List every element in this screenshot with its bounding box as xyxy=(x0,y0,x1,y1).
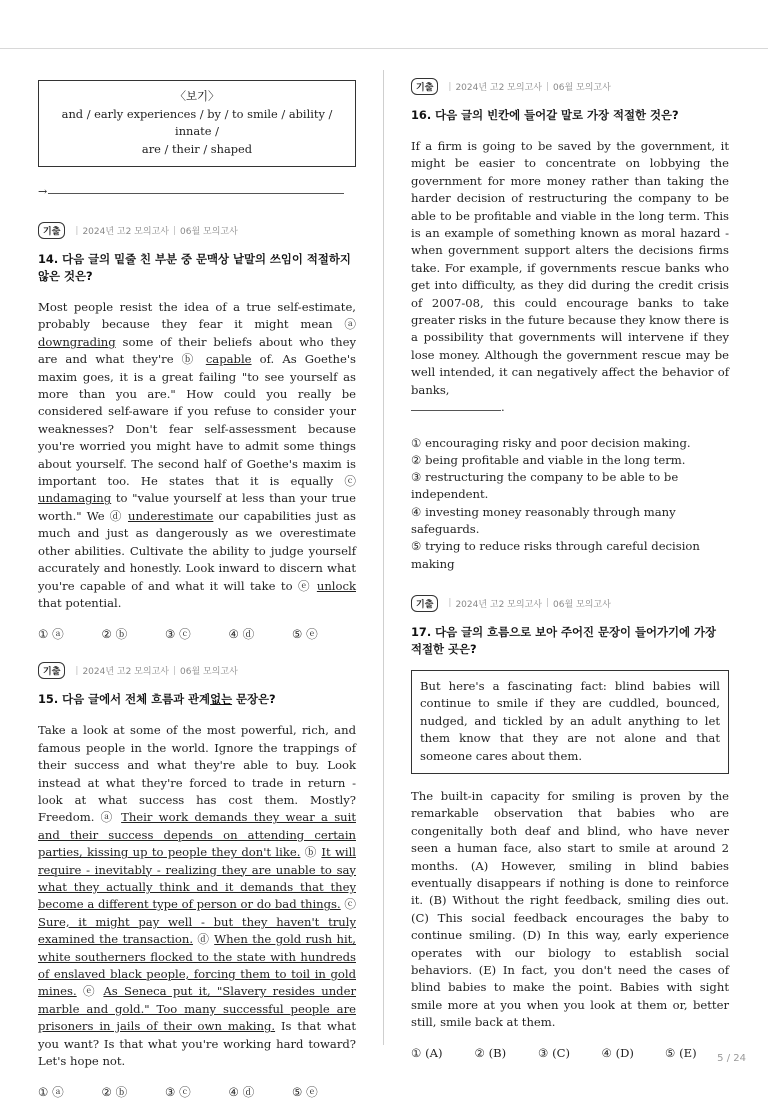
bogi-title: 〈보기〉 xyxy=(174,89,220,103)
choice-2[interactable]: ② being profitable and viable in the long term. xyxy=(411,452,686,467)
choice-1[interactable]: ① encouraging risky and poor decision making. xyxy=(411,435,691,450)
question-14 xyxy=(38,222,356,642)
choice-4[interactable]: ④ ⓓ xyxy=(228,627,255,642)
q14-choices xyxy=(38,626,356,642)
marker-a: ⓐ xyxy=(344,317,356,332)
question-16 xyxy=(411,78,729,573)
choice-3[interactable]: ③ ⓒ xyxy=(165,627,191,642)
left-column xyxy=(38,80,356,1100)
underline-e: unlock xyxy=(316,578,357,593)
choice-5[interactable]: ⑤ (E) xyxy=(665,1045,697,1060)
q15-exam: 06월 모의고사 xyxy=(180,667,238,678)
choice-5[interactable]: ⑤ ⓔ xyxy=(292,1085,318,1100)
q14-year: 2024년 고2 모의고사 xyxy=(82,227,169,237)
right-column xyxy=(411,78,729,1060)
choice-1[interactable]: ① ⓐ xyxy=(38,627,64,642)
bogi-box xyxy=(38,80,356,167)
choice-1[interactable]: ① ⓐ xyxy=(38,1085,64,1100)
marker-a: ⓐ xyxy=(100,810,122,825)
q16-badge: 기출 xyxy=(411,78,438,95)
q16-year: 2024년 고2 모의고사 xyxy=(455,83,542,93)
q17-title: 17. 다음 글의 흐름으로 보아 주어진 문장이 들어가기에 가장 적절한 곳은? xyxy=(411,624,716,656)
underline-d: underestimate xyxy=(127,508,214,523)
marker-b: ⓑ xyxy=(300,845,322,860)
q15-title: 15. 다음 글에서 전체 흐름과 관계없는 문장은? xyxy=(38,692,276,707)
q14-exam: 06월 모의고사 xyxy=(180,227,238,237)
underline-d: When the gold rush hit, white southerners flocked to the state with hundreds of enslaved black people, forcing them to toil in gold mines. xyxy=(38,932,356,999)
header-rule xyxy=(0,48,768,49)
underline-a: Their work demands they wear a suit and their success depends on attending certain parties, kissing up to people they don't like. xyxy=(38,810,356,860)
q17-year: 2024년 고2 모의고사 xyxy=(455,599,542,610)
choice-3[interactable]: ③ (C) xyxy=(538,1045,570,1060)
underline-b: capable xyxy=(205,352,252,367)
q16-meta: 기출 | 2024년 고2 모의고사 | 06월 모의고사 xyxy=(411,78,729,95)
q17-meta: 기출 | 2024년 고2 모의고사 | 06월 모의고사 xyxy=(411,595,729,612)
column-divider xyxy=(383,70,384,1045)
q16-choices xyxy=(411,435,729,573)
q17-exam: 06월 모의고사 xyxy=(553,599,611,610)
marker-e: ⓔ xyxy=(298,578,317,593)
choice-4[interactable]: ④ ⓓ xyxy=(228,1085,255,1100)
marker-c: ⓒ xyxy=(344,474,356,489)
underline-c: Sure, it might pay well - but they haven't truly examined the transaction. xyxy=(38,914,356,947)
q16-title: 16. 다음 글의 빈칸에 들어갈 말로 가장 적절한 것은? xyxy=(411,108,679,122)
q15-badge: 기출 xyxy=(38,662,65,679)
q14-title: 14. 다음 글의 밑줄 친 부분 중 문맥상 낱말의 쓰임이 적절하지 않은 것은? xyxy=(38,252,351,283)
page-number: 5 / 24 xyxy=(717,1053,746,1064)
q17-choices xyxy=(411,1046,729,1060)
q17-passage: The built-in capacity for smiling is proven by the remarkable observation that babies who are congenitally both deaf and blind, who have never seen a human face, also start to smile at around 2 months. (A) However, smiling in blind babies eventually disappears if nothing is done to reinforce it. (B) Without the right feedback, smiling dies out. (C) This social feedback encourages the baby to continue smiling. (D) In this way, early experience operates with our biology to establish social behaviors. (E) In fact, you don't need the cases of blind babies to make the point. Babies with sight smile more at you when you look at them or, better still, smile back at them. xyxy=(411,788,729,1030)
marker-b: ⓑ xyxy=(181,352,206,367)
underline-b: It will require - inevitably - realizing they are unable to say what they actually think and it demands that they become a different type of person or do bad things. xyxy=(38,845,356,912)
underline-c: undamaging xyxy=(38,491,112,506)
choice-2[interactable]: ② (B) xyxy=(474,1045,507,1060)
underline-e: As Seneca put it, "Slavery resides under marble and gold." Too many successful people are prisoners in jails of their own making. xyxy=(38,984,356,1034)
choice-1[interactable]: ① (A) xyxy=(411,1045,443,1060)
choice-3[interactable]: ③ ⓒ xyxy=(165,1085,191,1100)
arrow-icon: → xyxy=(38,185,48,198)
choice-2[interactable]: ② ⓑ xyxy=(101,627,128,642)
q16-passage: If a firm is going to be saved by the government, it might be easier to concentrate on lobbying the government for more money rather than taking the harder decision of restructuring the company to be able to be profitable and viable in the long term. This is an example of something known as moral hazard - when government support alters the decisions firms take. For example, if governments rescue banks who get into difficulty, as they did during the credit crisis of 2007-08, this could encourage banks to take greater risks in the future because they know there is a possibility that governments will intervene if they lose money. Although the government rescue may be well intended, it can negatively affect the behavior of banks, . xyxy=(411,139,729,415)
q15-passage: Take a look at some of the most powerful, rich, and famous people in the world. Ignore the trappings of their success and what they're able to buy. Look instead at what they're forced to trade in return - look at what success has cost them. Mostly? Freedom. ⓐ Their work demands they wear a suit and their success depends on attending certain parties, kissing up to people they don't like. ⓑ It will require - inevitably - realizing they are unable to say what they actually think and it demands that they become a different type of person or do bad things. ⓒ Sure, it might pay well - but they haven't truly examined the transaction. ⓓ When the gold rush hit, white southerners flocked to the state with hundreds of enslaved black people, forcing them to toil in gold mines. ⓔ As Seneca put it, "Slavery resides under marble and gold." Too many successful people are prisoners in jails of their own making. Is that what you want? Is that what you're working hard toward? Let's hope not. xyxy=(38,723,357,1069)
q15-year: 2024년 고2 모의고사 xyxy=(82,667,169,678)
question-17 xyxy=(411,595,729,1060)
q14-passage: Most people resist the idea of a true self-estimate, probably because they fear it might mean ⓐ downgrading some of their beliefs about who they are and what they're ⓑ capable of. As Goethe's maxim goes, it is a great failing "to see yourself as more than you are." How could you really be considered self-aware if you refuse to consider your weaknesses? Don't fear self-assessment because you're worried you might have to admit some things about yourself. The second half of Goethe's maxim is important too. He states that it is equally ⓒ undamaging to "value yourself at less than your true worth." We ⓓ underestimate our capabilities just as much and just as dangerously as we overestimate other abilities. Cultivate the ability to judge yourself accurately and honestly. Look inward to discern what you're capable of and what it will take to ⓔ unlock that potential. xyxy=(38,300,357,610)
marker-c: ⓒ xyxy=(340,897,357,912)
bogi-line-1: and / early experiences / by / to smile / ability / innate / xyxy=(61,106,333,138)
q15-meta: 기출 | 2024년 고2 모의고사 | 06월 모의고사 xyxy=(38,662,356,679)
choice-4[interactable]: ④ investing money reasonably through many safeguards. xyxy=(411,504,676,536)
choice-4[interactable]: ④ (D) xyxy=(601,1045,634,1060)
q17-badge: 기출 xyxy=(411,595,438,612)
choice-5[interactable]: ⑤ trying to reduce risks through careful decision making xyxy=(411,539,700,571)
q17-given-sentence-box: But here's a fascinating fact: blind babies will continue to smile if they are cuddled, bounced, nudged, and tickled by an adult anything to let them know that they are not alone and that someone cares about them. xyxy=(411,670,729,774)
marker-e: ⓔ xyxy=(76,984,104,999)
q16-blank xyxy=(411,401,501,411)
q16-exam: 06월 모의고사 xyxy=(553,83,611,93)
choice-5[interactable]: ⑤ ⓔ xyxy=(292,627,318,642)
bogi-line-2: are / their / shaped xyxy=(141,141,253,156)
marker-d: ⓓ xyxy=(109,508,128,523)
choice-2[interactable]: ② ⓑ xyxy=(101,1085,128,1100)
marker-d: ⓓ xyxy=(193,932,215,947)
answer-line xyxy=(38,185,356,198)
choice-3[interactable]: ③ restructuring the company to be able to be independent. xyxy=(411,470,679,502)
q14-meta: 기출 | 2024년 고2 모의고사 | 06월 모의고사 xyxy=(38,222,356,239)
q14-badge: 기출 xyxy=(38,222,65,239)
answer-blank-line xyxy=(48,193,344,194)
question-15 xyxy=(38,662,356,1100)
q15-choices xyxy=(38,1084,356,1100)
underline-a: downgrading xyxy=(38,334,116,349)
